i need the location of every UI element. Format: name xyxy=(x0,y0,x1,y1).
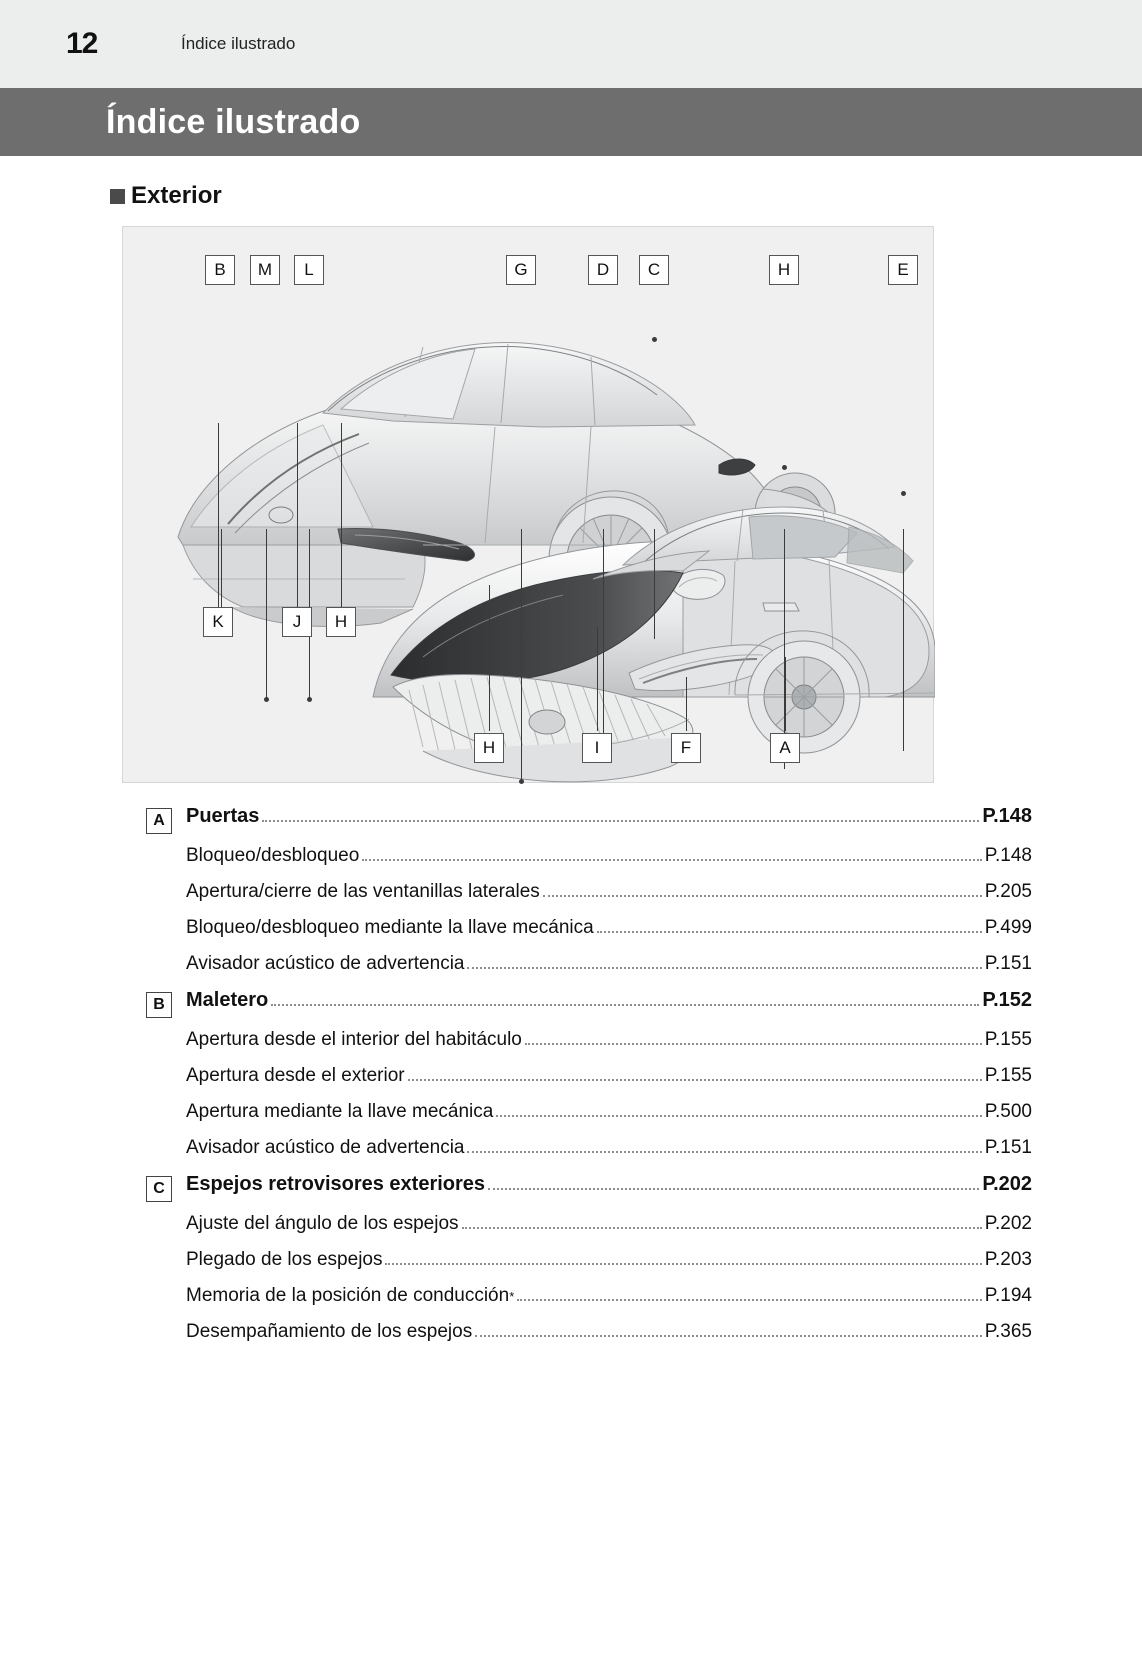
index-sub-entry[interactable] xyxy=(146,953,1032,975)
callout-d: D xyxy=(588,255,618,285)
leader-line xyxy=(686,677,687,731)
index-sub-entry[interactable] xyxy=(146,1249,1032,1271)
index-entry-list xyxy=(0,805,1142,1343)
index-group xyxy=(146,989,1032,1159)
entry-label: Maletero xyxy=(186,989,269,1011)
leader-line xyxy=(903,529,904,751)
entry-page: P.202 xyxy=(982,1173,1032,1195)
entry-label: Espejos retrovisores exteriores xyxy=(186,1173,486,1195)
exterior-illustration xyxy=(122,226,934,783)
leader-line xyxy=(297,423,298,627)
leader-line xyxy=(785,657,786,731)
index-sub-entry[interactable] xyxy=(146,1213,1032,1235)
callout-b: B xyxy=(205,255,235,285)
entry-label: Avisador acústico de advertencia xyxy=(186,953,465,974)
entry-page: P.205 xyxy=(984,881,1032,902)
entry-page: P.155 xyxy=(984,1029,1032,1050)
leader-dot xyxy=(901,491,906,496)
leader-dots xyxy=(408,1079,982,1081)
entry-label: Bloqueo/desbloqueo xyxy=(186,845,360,866)
index-sub-entry[interactable] xyxy=(146,1137,1032,1159)
leader-line xyxy=(603,529,604,757)
callout-j: J xyxy=(282,607,312,637)
header-section-title: Índice ilustrado xyxy=(181,34,296,53)
entry-badge: C xyxy=(146,1176,172,1202)
index-sub-entry[interactable] xyxy=(146,881,1032,903)
index-sub-entry[interactable] xyxy=(146,1101,1032,1123)
leader-line xyxy=(341,423,342,627)
subsection-heading xyxy=(110,182,1142,210)
callout-a: A xyxy=(770,733,800,763)
index-sub-entry[interactable] xyxy=(146,1321,1032,1343)
entry-page: P.155 xyxy=(984,1065,1032,1086)
callout-h-top: H xyxy=(769,255,799,285)
entry-label: Desempañamiento de los espejos xyxy=(186,1321,473,1342)
entry-page: P.151 xyxy=(984,953,1032,974)
page-header xyxy=(0,0,1142,88)
leader-dots xyxy=(517,1299,982,1301)
entry-label: Avisador acústico de advertencia xyxy=(186,1137,465,1158)
entry-badge: B xyxy=(146,992,172,1018)
leader-dot xyxy=(652,337,657,342)
index-group xyxy=(146,805,1032,975)
leader-dots xyxy=(385,1263,981,1265)
index-sub-entry[interactable] xyxy=(146,1029,1032,1051)
callout-m: M xyxy=(250,255,280,285)
callout-f: F xyxy=(671,733,701,763)
square-bullet-icon xyxy=(110,189,125,204)
entry-page: P.148 xyxy=(984,845,1032,866)
index-sub-entry[interactable] xyxy=(146,1065,1032,1087)
leader-line xyxy=(266,529,267,699)
leader-dots xyxy=(362,859,982,861)
callout-h-left: H xyxy=(326,607,356,637)
leader-dots xyxy=(488,1188,979,1190)
leader-dots xyxy=(543,895,982,897)
entry-page: P.365 xyxy=(984,1321,1032,1342)
leader-dots xyxy=(271,1004,979,1006)
leader-dots xyxy=(597,931,982,933)
callout-k: K xyxy=(203,607,233,637)
leader-dot xyxy=(519,779,524,784)
leader-dots xyxy=(462,1227,982,1229)
leader-dots xyxy=(475,1335,982,1337)
entry-page: P.500 xyxy=(984,1101,1032,1122)
entry-label: Puertas xyxy=(186,805,260,827)
chapter-title-bar xyxy=(0,88,1142,156)
footnote-marker: * xyxy=(509,1289,515,1304)
entry-label: Bloqueo/desbloqueo mediante la llave mecánica xyxy=(186,917,594,938)
subsection-label: Exterior xyxy=(131,182,222,209)
callout-l: L xyxy=(294,255,324,285)
entry-page: P.152 xyxy=(982,989,1032,1011)
callout-h-bottom: H xyxy=(474,733,504,763)
entry-page: P.203 xyxy=(984,1249,1032,1270)
leader-line xyxy=(521,529,522,781)
entry-page: P.202 xyxy=(984,1213,1032,1234)
index-main-entry[interactable] xyxy=(146,989,1032,1015)
index-sub-entry[interactable] xyxy=(146,917,1032,939)
leader-dot xyxy=(264,697,269,702)
entry-page: P.194 xyxy=(984,1285,1032,1306)
entry-page: P.499 xyxy=(984,917,1032,938)
leader-line xyxy=(597,627,598,731)
leader-line xyxy=(218,423,219,627)
entry-label: Apertura desde el interior del habitáculo xyxy=(186,1029,522,1050)
vehicle-illustration-svg xyxy=(123,227,935,784)
leader-dots xyxy=(525,1043,982,1045)
leader-dot xyxy=(782,465,787,470)
callout-g: G xyxy=(506,255,536,285)
index-sub-entry[interactable] xyxy=(146,1285,1032,1307)
callout-i: I xyxy=(582,733,612,763)
callout-e: E xyxy=(888,255,918,285)
leader-dot xyxy=(307,697,312,702)
entry-label: Ajuste del ángulo de los espejos xyxy=(186,1213,459,1234)
entry-badge: A xyxy=(146,808,172,834)
index-sub-entry[interactable] xyxy=(146,845,1032,867)
page-number: 12 xyxy=(66,27,98,60)
index-main-entry[interactable] xyxy=(146,1173,1032,1199)
entry-page: P.148 xyxy=(982,805,1032,827)
leader-dots xyxy=(467,1151,981,1153)
entry-label: Apertura/cierre de las ventanillas laterales xyxy=(186,881,540,902)
leader-dots xyxy=(262,820,979,822)
entry-label: Apertura mediante la llave mecánica xyxy=(186,1101,494,1122)
entry-page: P.151 xyxy=(984,1137,1032,1158)
entry-label: Memoria de la posición de conducción xyxy=(186,1285,510,1306)
index-main-entry[interactable] xyxy=(146,805,1032,831)
leader-line xyxy=(489,585,490,731)
page-title: Índice ilustrado xyxy=(106,102,361,141)
leader-dots xyxy=(496,1115,981,1117)
index-group xyxy=(146,1173,1032,1343)
entry-label: Apertura desde el exterior xyxy=(186,1065,405,1086)
callout-c: C xyxy=(639,255,669,285)
leader-dots xyxy=(467,967,981,969)
entry-label: Plegado de los espejos xyxy=(186,1249,383,1270)
leader-line xyxy=(654,529,655,639)
